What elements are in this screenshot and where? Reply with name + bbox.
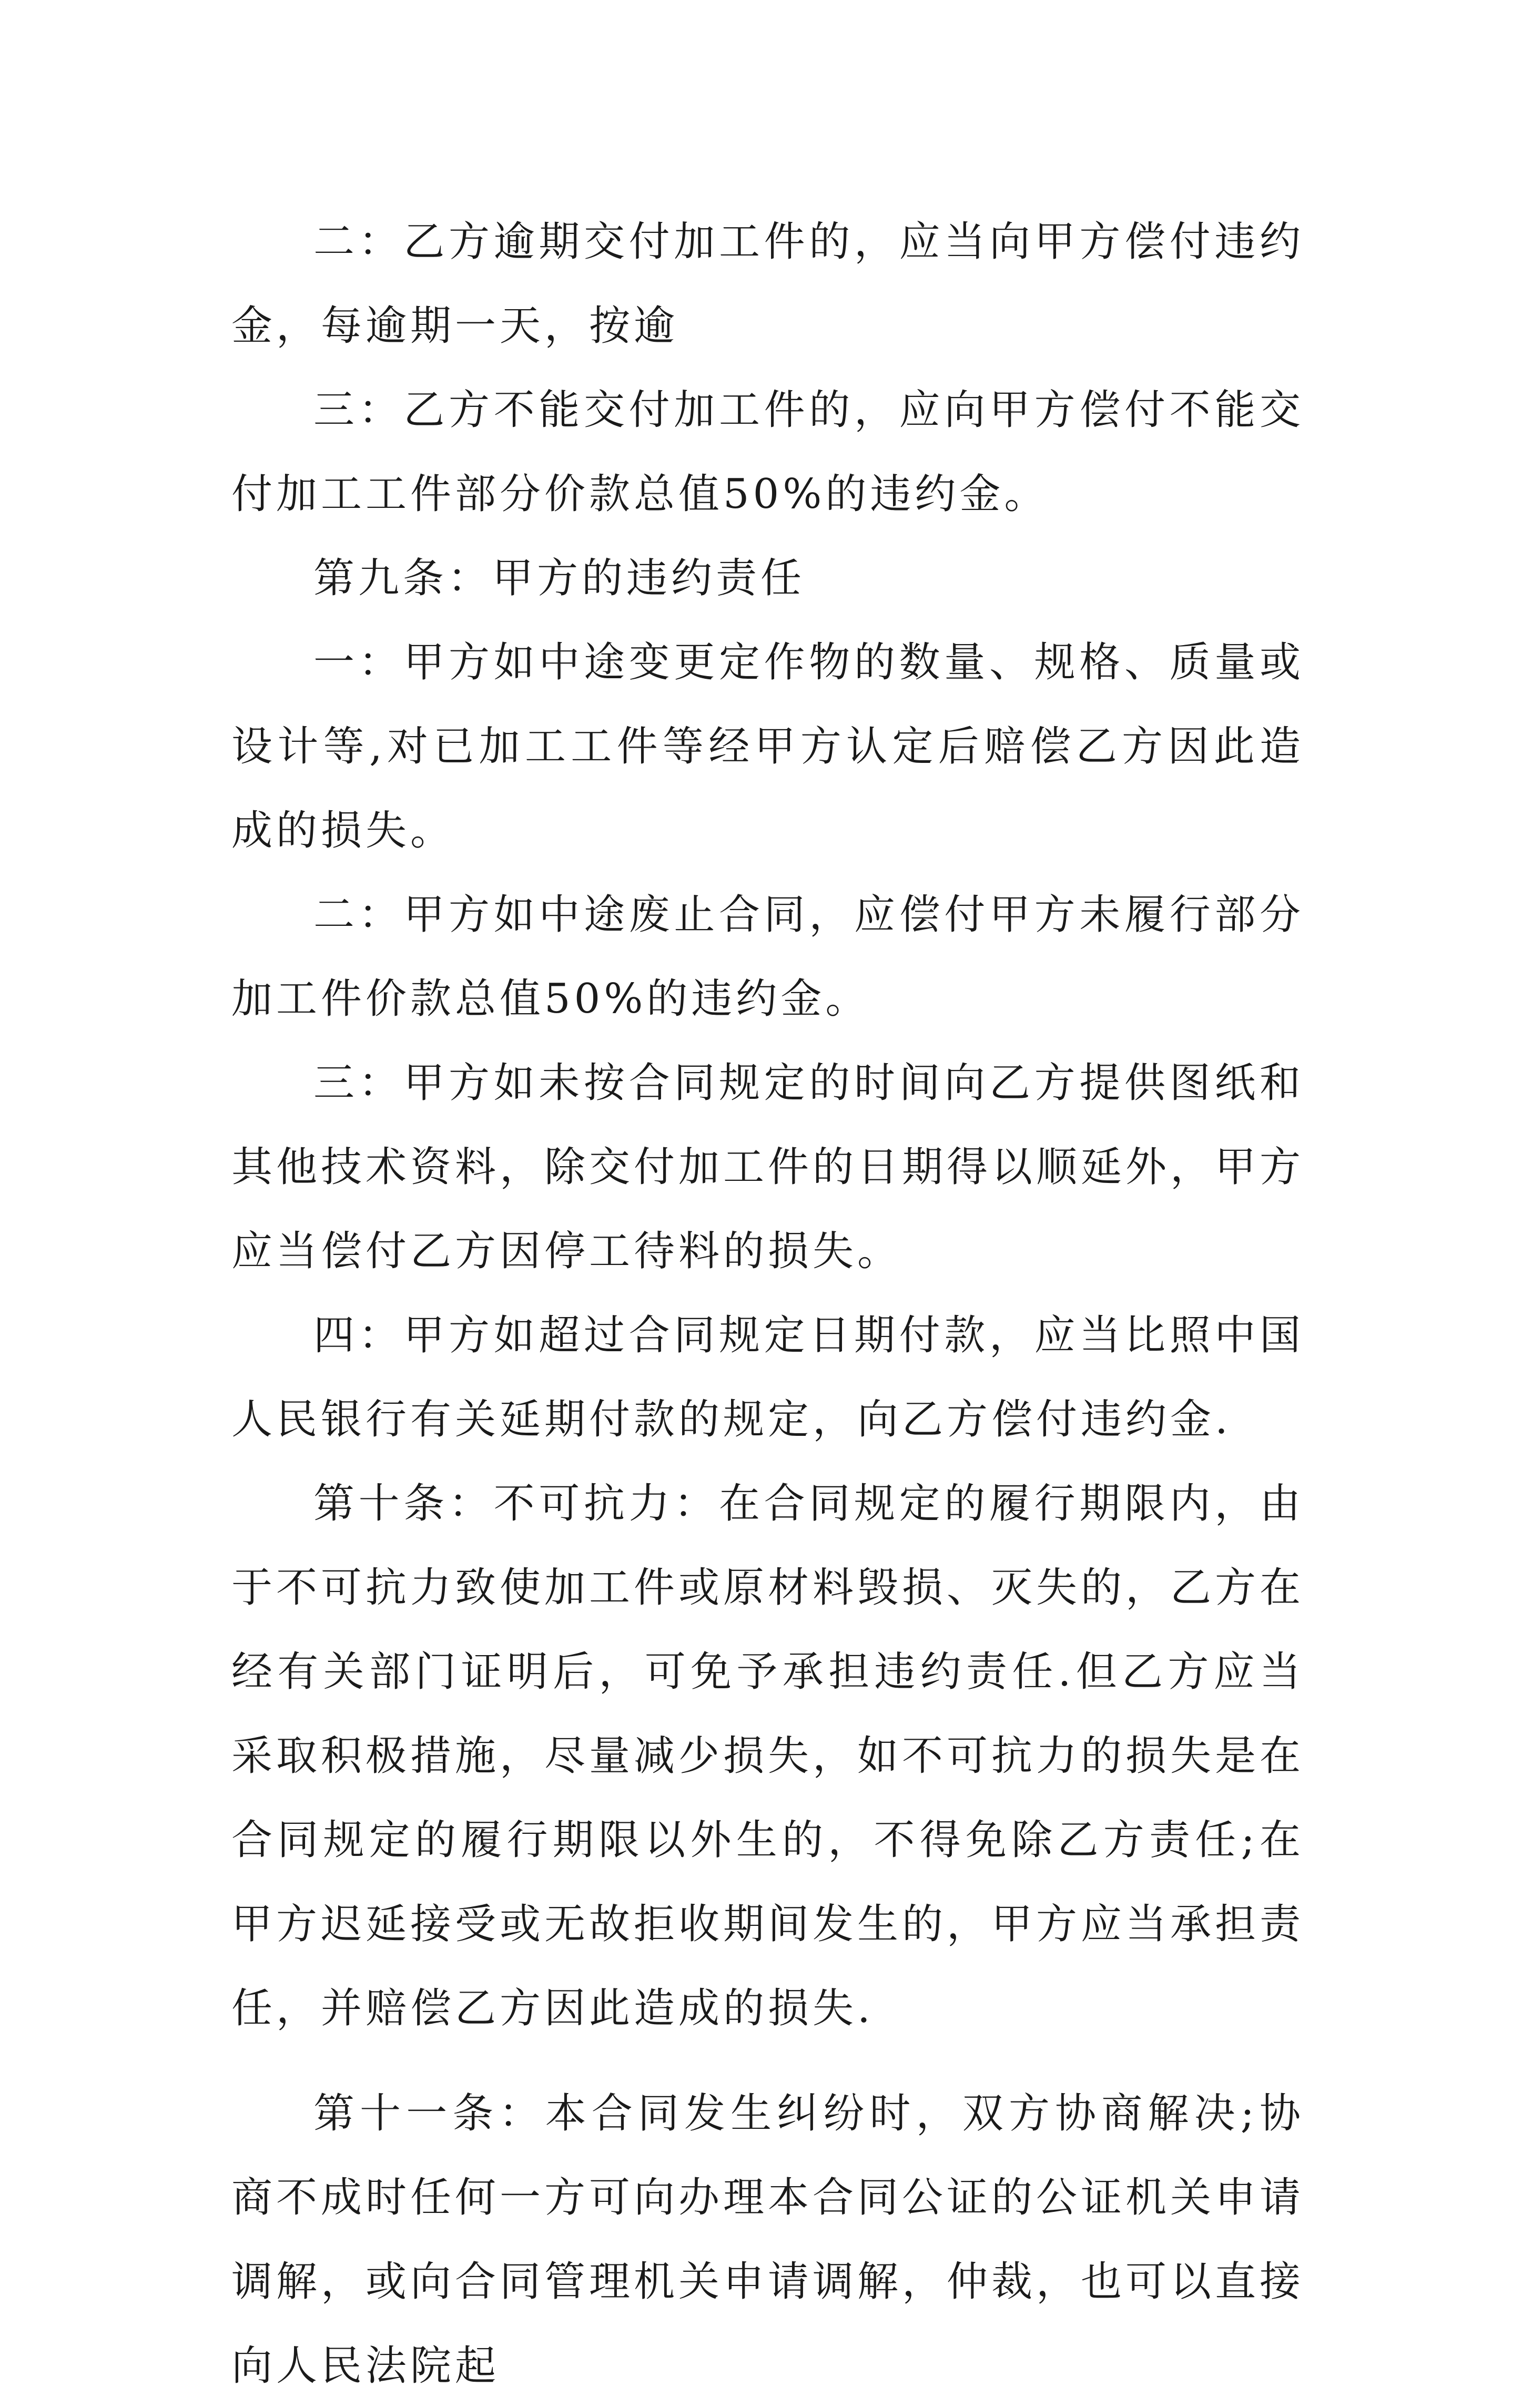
paragraph: 三：甲方如未按合同规定的时间向乙方提供图纸和其他技术资料，除交付加工件的日期得以顺延外，甲方应当偿付乙方因停工待料的损失。	[231, 1059, 1305, 1275]
paragraph: 二：甲方如中途废止合同，应偿付甲方未履行部分加工件价款总值50%的违约金。	[231, 891, 1304, 1023]
paragraph: 第九条：甲方的违约责任	[313, 555, 806, 602]
paragraph: 一：甲方如中途变更定作物的数量、规格、质量或设计等,对已加工工件等经甲方认定后赔偿乙方因此造成的损失。	[231, 639, 1304, 854]
paragraph: 三：乙方不能交付加工件的，应向甲方偿付不能交付加工工件部分价款总值50%的违约金。	[231, 386, 1304, 518]
paragraph: 二：乙方逾期交付加工件的，应当向甲方偿付违约金，每逾期一天，按逾	[231, 218, 1304, 350]
paragraph: 第十一条：本合同发生纠纷时，双方协商解决;协商不成时任何一方可向办理本合同公证的公证机关申请调解，或向合同管理机关申请调解，仲裁，也可以直接向人民法院起	[231, 2090, 1305, 2390]
paragraph: 第十条：不可抗力：在合同规定的履行期限内，由于不可抗力致使加工件或原材料毁损、灭失的，乙方在经有关部门证明后，可免予承担违约责任.但乙方应当采取积极措施，尽量减少损失，如不可抗力的损失是在合同规定的履行期限以外生的，不得免除乙方责任;在甲方迟延接受或无故拒收期间发生的，甲方应当承担责任，并赔偿乙方因此造成的损失.	[231, 1480, 1305, 2032]
document-body	[231, 200, 1304, 2408]
paragraph: 四：甲方如超过合同规定日期付款，应当比照中国人民银行有关延期付款的规定，向乙方偿付违约金.	[231, 1312, 1304, 1443]
